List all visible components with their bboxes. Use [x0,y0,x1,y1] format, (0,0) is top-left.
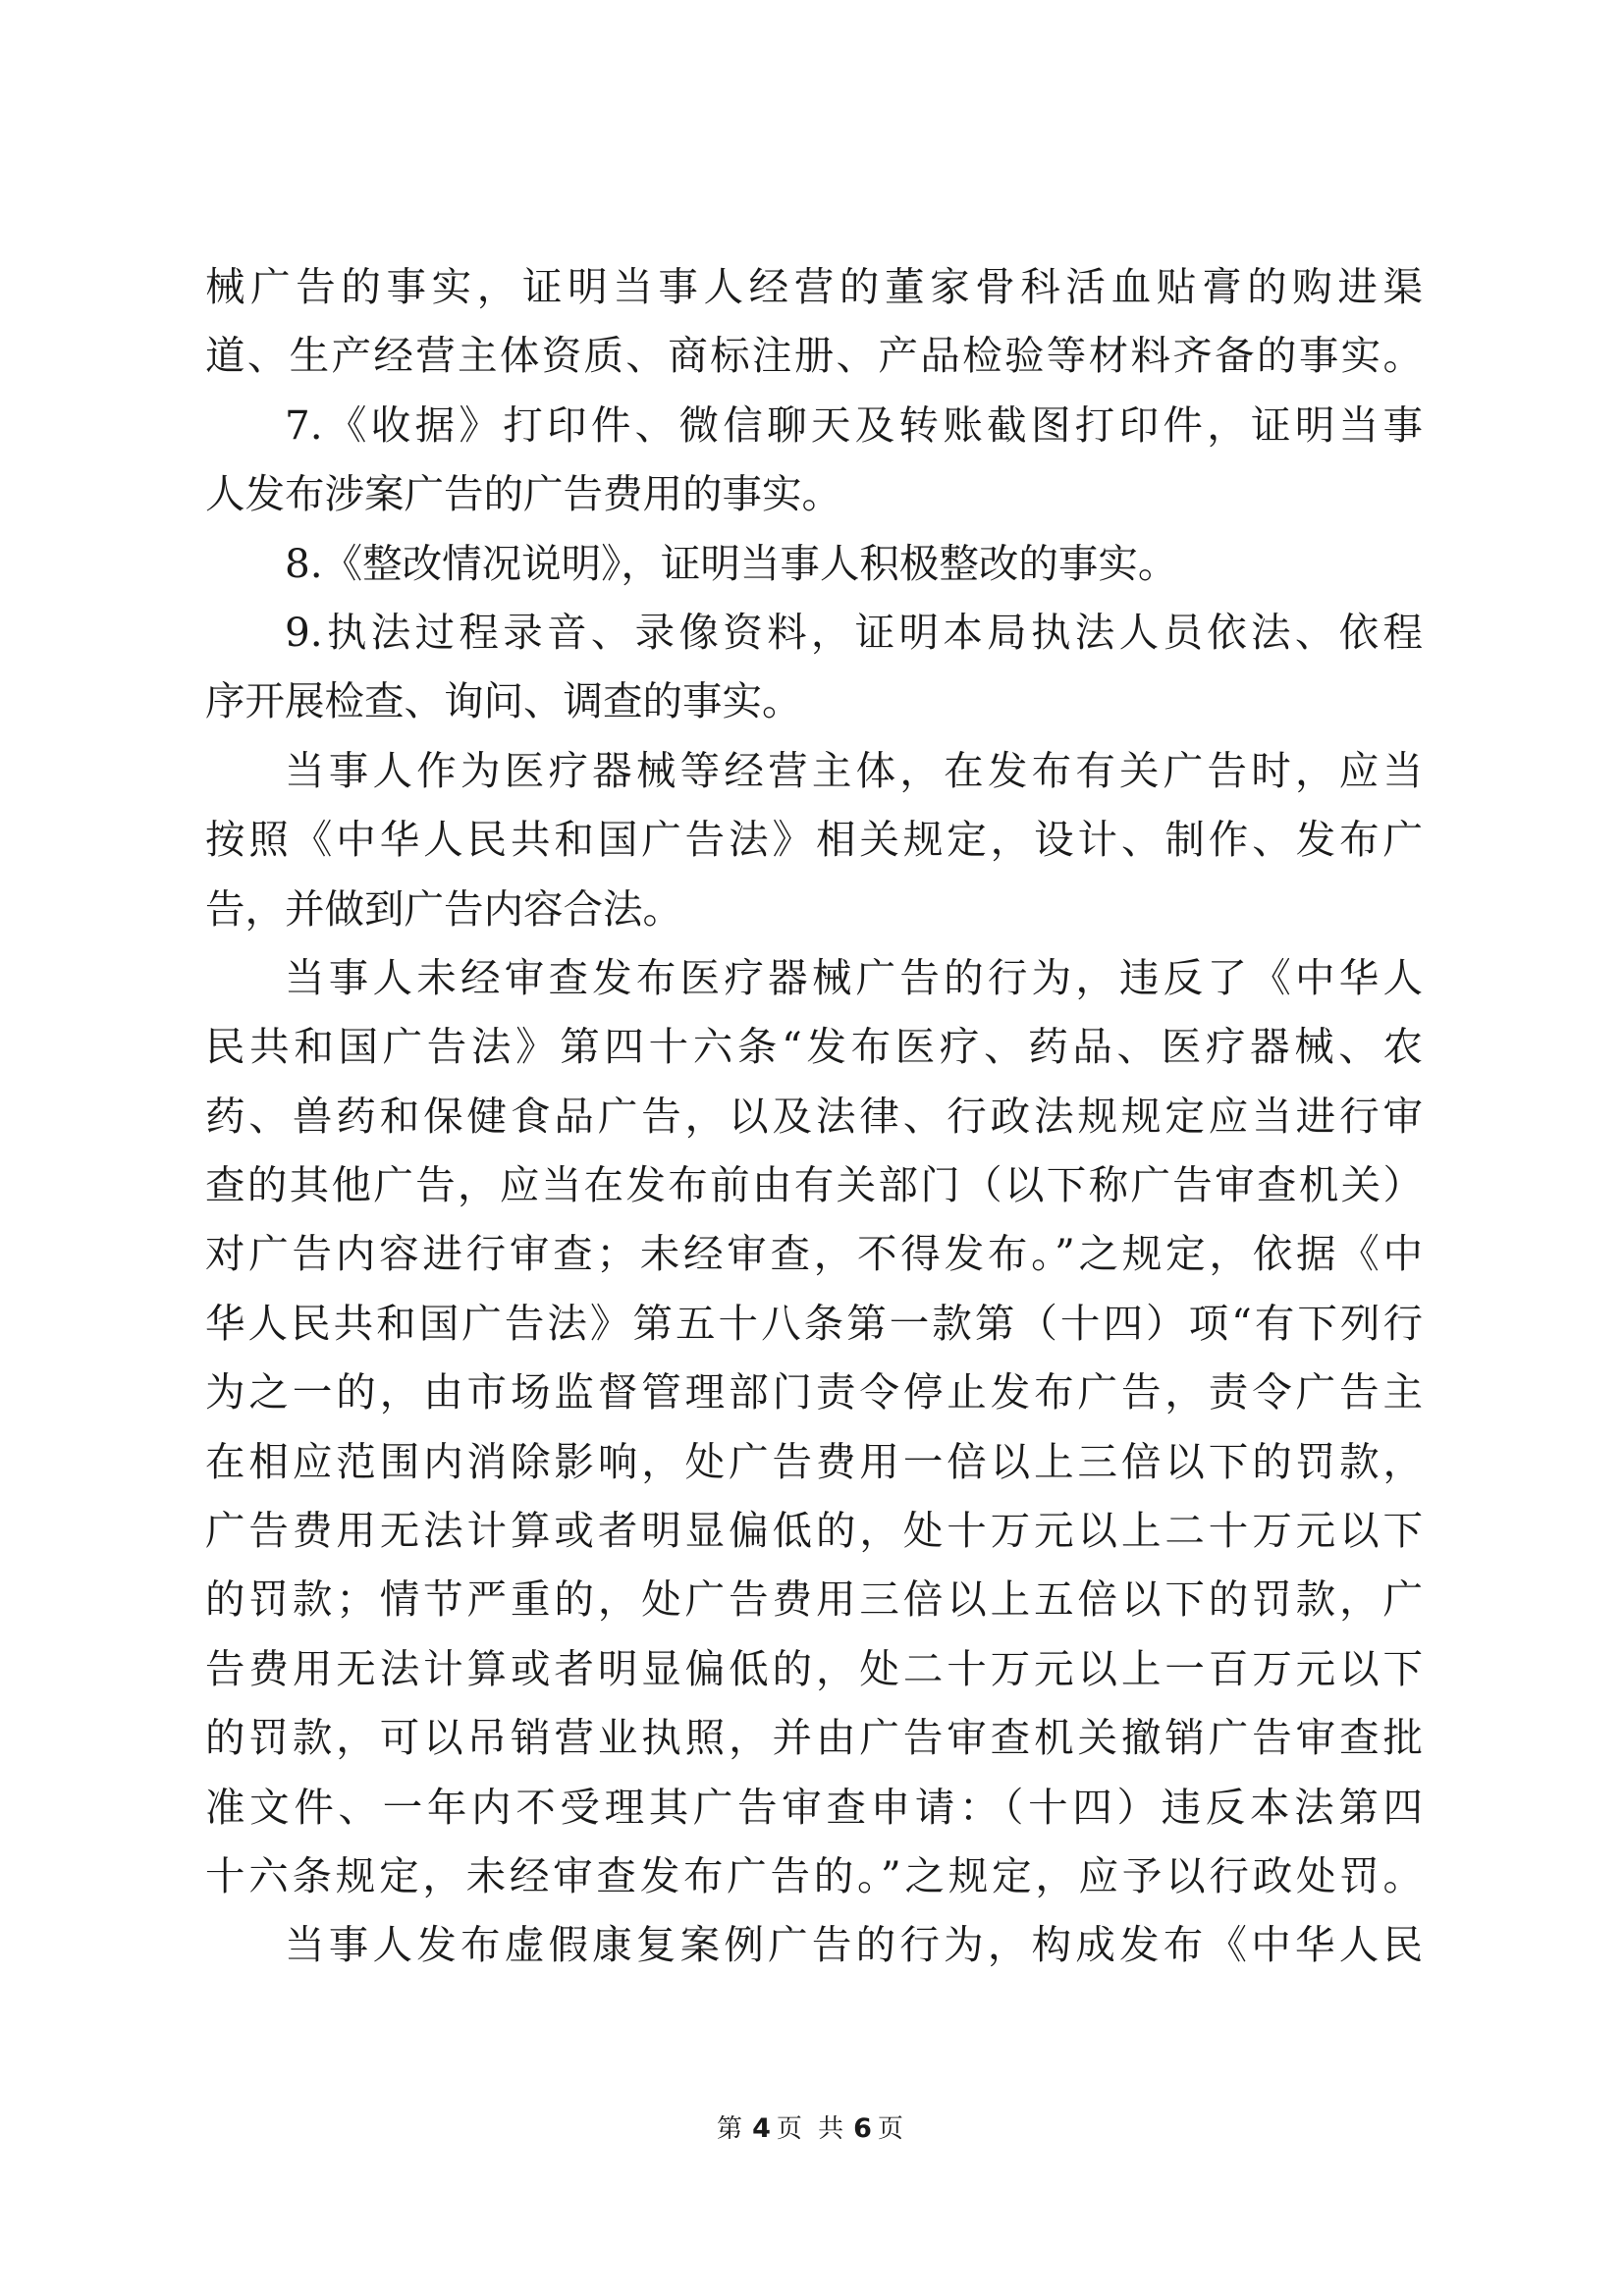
text-line: 在相应范围内消除影响，处广告费用一倍以上三倍以下的罚款， [205,1437,1423,1485]
text-line: 当事人发布虚假康复案例广告的行为，构成发布《中华人民 [285,1921,1423,1969]
text-line: 人发布涉案广告的广告费用的事实。 [205,470,841,518]
text-line: 械广告的事实，证明当事人经营的董家骨科活血贴膏的购进渠 [205,263,1423,310]
text-line: 广告费用无法计算或者明显偏低的，处十万元以上二十万元以下 [205,1507,1423,1555]
footer-prefix: 第 [717,2114,747,2144]
footer-middle: 页 共 [776,2114,848,2144]
text-line: 告费用无法计算或者明显偏低的，处二十万元以上一百万元以下 [205,1644,1423,1692]
current-page-number: 4 [752,2113,771,2144]
text-line: 十六条规定，未经审查发布广告的。”之规定，应予以行政处罚。 [205,1851,1423,1899]
text-line: 的罚款，可以吊销营业执照，并由广告审查机关撤销广告审查批 [205,1714,1423,1762]
page-footer [0,2109,1624,2145]
text-line: 当事人作为医疗器械等经营主体，在发布有关广告时，应当 [285,746,1423,794]
text-line: 准文件、一年内不受理其广告审查申请：（十四）违反本法第四 [205,1783,1423,1831]
text-line: 查的其他广告，应当在发布前由有关部门（以下称广告审查机关） [205,1161,1423,1209]
footer-suffix: 页 [877,2114,907,2144]
text-line: 8.《整改情况说明》，证明当事人积极整改的事实。 [285,539,1178,587]
text-line: 9.执法过程录音、录像资料，证明本局执法人员依法、依程 [285,608,1423,656]
text-line: 的罚款；情节严重的，处广告费用三倍以上五倍以下的罚款，广 [205,1575,1423,1624]
text-line: 药、兽药和保健食品广告，以及法律、行政法规规定应当进行审 [205,1092,1423,1140]
document-body [205,252,1423,1980]
text-line: 对广告内容进行审查；未经审查，不得发布。”之规定，依据《中 [205,1230,1423,1278]
text-line: 告，并做到广告内容合法。 [205,884,682,933]
text-line: 为之一的，由市场监督管理部门责令停止发布广告，责令广告主 [205,1368,1423,1416]
text-line: 华人民共和国广告法》第五十八条第一款第（十四）项“有下列行 [205,1299,1423,1347]
text-line: 道、生产经营主体资质、商标注册、产品检验等材料齐备的事实。 [205,332,1423,380]
text-line: 民共和国广告法》第四十六条“发布医疗、药品、医疗器械、农 [205,1023,1423,1071]
text-line: 序开展检查、询问、调查的事实。 [205,677,802,725]
text-line: 当事人未经审查发布医疗器械广告的行为，违反了《中华人 [285,953,1423,1001]
text-line: 按照《中华人民共和国广告法》相关规定，设计、制作、发布广 [205,816,1423,864]
total-pages-number: 6 [853,2113,872,2144]
text-line: 7.《收据》打印件、微信聊天及转账截图打印件，证明当事 [285,400,1423,449]
